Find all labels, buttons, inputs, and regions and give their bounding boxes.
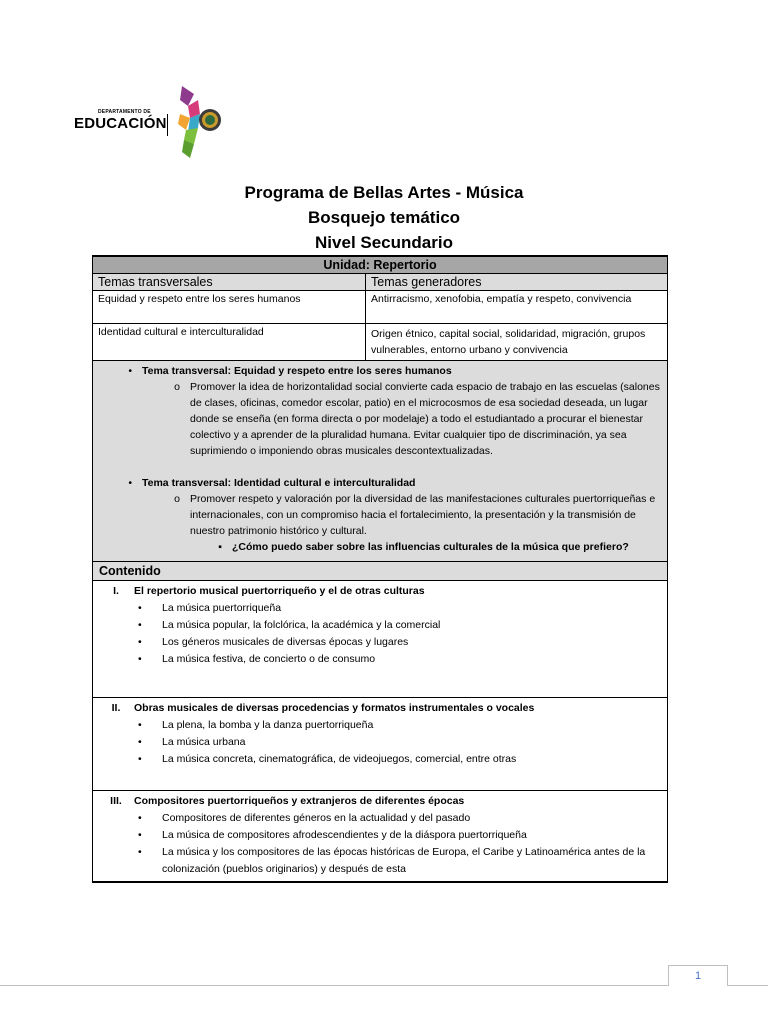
bullet-icon: • (138, 618, 142, 631)
content-header: Contenido (93, 562, 668, 581)
section-1 (93, 581, 668, 698)
title-outline: Bosquejo temático (307, 208, 461, 227)
bullet-icon: • (138, 752, 142, 765)
bullet-icon: • (138, 735, 142, 748)
section-1-title: El repertorio musical puertorriqueño y el de otras culturas (134, 585, 425, 597)
title-level: Nivel Secundario (315, 233, 453, 252)
theme2-desc-item (98, 491, 662, 539)
bullet-icon: • (128, 365, 132, 377)
bullet-icon: • (138, 601, 142, 614)
row2-left: Identidad cultural e interculturalidad (93, 324, 366, 361)
list-item: • La música festiva, de concierto o de consumo (98, 651, 662, 668)
row1-left: Equidad y respeto entre los seres humanos (93, 291, 366, 324)
bullet-icon: • (138, 652, 142, 665)
document-title (0, 180, 768, 255)
bullet-icon: • (138, 845, 142, 858)
list-item: • La música y los compositores de las épocas históricas de Europa, el Caribe y Latinoamérica antes de la colonización (pueblos originarios) y después de esta (98, 844, 662, 878)
list-item: • Los géneros musicales de diversas épocas y lugares (98, 634, 662, 651)
section-3 (93, 791, 668, 883)
circle-bullet-icon: o (174, 493, 180, 505)
guiding-question: ¿Cómo puedo saber sobre las influencias culturales de la música que prefiero? (232, 541, 629, 553)
pr-seal-icon (174, 84, 224, 160)
question-item (98, 539, 662, 555)
unit-header: Unidad: Repertorio (93, 256, 668, 274)
section-3-number: III. (110, 795, 122, 807)
square-bullet-icon: ▪ (218, 541, 222, 553)
logo-divider (167, 114, 168, 136)
theme1-desc: Promover la idea de horizontalidad social convierte cada espacio de trabajo en las escuelas (salones de clases, oficinas, comedor escolar, patio) en el microcosmos de esa sociedad deseada, un lugar donde se enseña (en forma directa o por modelaje) a todo el estudiantado a procurar el bienestar colectivo y a aprender de la pluralidad humana. Evitar cualquier tipo de discriminación, ya sea suprimiendo o imponiendo obras musicales descontextualizadas. (190, 381, 660, 457)
logo-dept-big: EDUCACIÓN (74, 115, 167, 132)
section-2 (93, 698, 668, 791)
theme2-item (98, 475, 662, 491)
theme1-title: Tema transversal: Equidad y respeto entre los seres humanos (142, 365, 452, 377)
col-head-generadores: Temas generadores (366, 274, 668, 291)
theme1-desc-item (98, 379, 662, 459)
list-item: • La música de compositores afrodescendientes y de la diáspora puertorriqueña (98, 827, 662, 844)
theme2-desc: Promover respeto y valoración por la diversidad de las manifestaciones culturales puertorriqueñas e internacionales, con un compromiso hacia el fortalecimiento, la presentación y la transmisión de nuestro patrimonio histórico y cultural. (190, 493, 656, 537)
footer-divider (0, 985, 768, 986)
bullet-icon: • (128, 477, 132, 489)
list-item: • La plena, la bomba y la danza puertorriqueña (98, 717, 662, 734)
list-item: • La música concreta, cinematográfica, de videojuegos, comercial, entre otras (98, 751, 662, 768)
theme2-title: Tema transversal: Identidad cultural e interculturalidad (142, 477, 416, 489)
themes-block (93, 361, 668, 562)
logo-dept-small: DEPARTAMENTO DE (98, 109, 151, 115)
theme1-item (98, 363, 662, 379)
circle-bullet-icon: o (174, 381, 180, 393)
row2-right: Origen étnico, capital social, solidaridad, migración, grupos vulnerables, entorno urbano y convivencia (366, 324, 668, 361)
col-head-transversal: Temas transversales (93, 274, 366, 291)
list-item: • Compositores de diferentes géneros en la actualidad y del pasado (98, 810, 662, 827)
section-2-title: Obras musicales de diversas procedencias y formatos instrumentales o vocales (134, 702, 535, 714)
bullet-icon: • (138, 811, 142, 824)
list-item: • La música popular, la folclórica, la académica y la comercial (98, 617, 662, 634)
section-1-number: I. (113, 585, 119, 597)
list-item: • La música puertorriqueña (98, 600, 662, 617)
bullet-icon: • (138, 718, 142, 731)
title-program: Programa de Bellas Artes - Música (244, 183, 524, 202)
department-logo (74, 84, 234, 160)
bullet-icon: • (138, 635, 142, 648)
list-item: • La música urbana (98, 734, 662, 751)
row1-right: Antirracismo, xenofobia, empatía y respeto, convivencia (366, 291, 668, 324)
section-2-number: II. (111, 702, 121, 714)
page-number: 1 (668, 965, 728, 986)
section-3-title: Compositores puertorriqueños y extranjeros de diferentes épocas (134, 795, 465, 807)
bullet-icon: • (138, 828, 142, 841)
thematic-outline-table (92, 255, 668, 883)
